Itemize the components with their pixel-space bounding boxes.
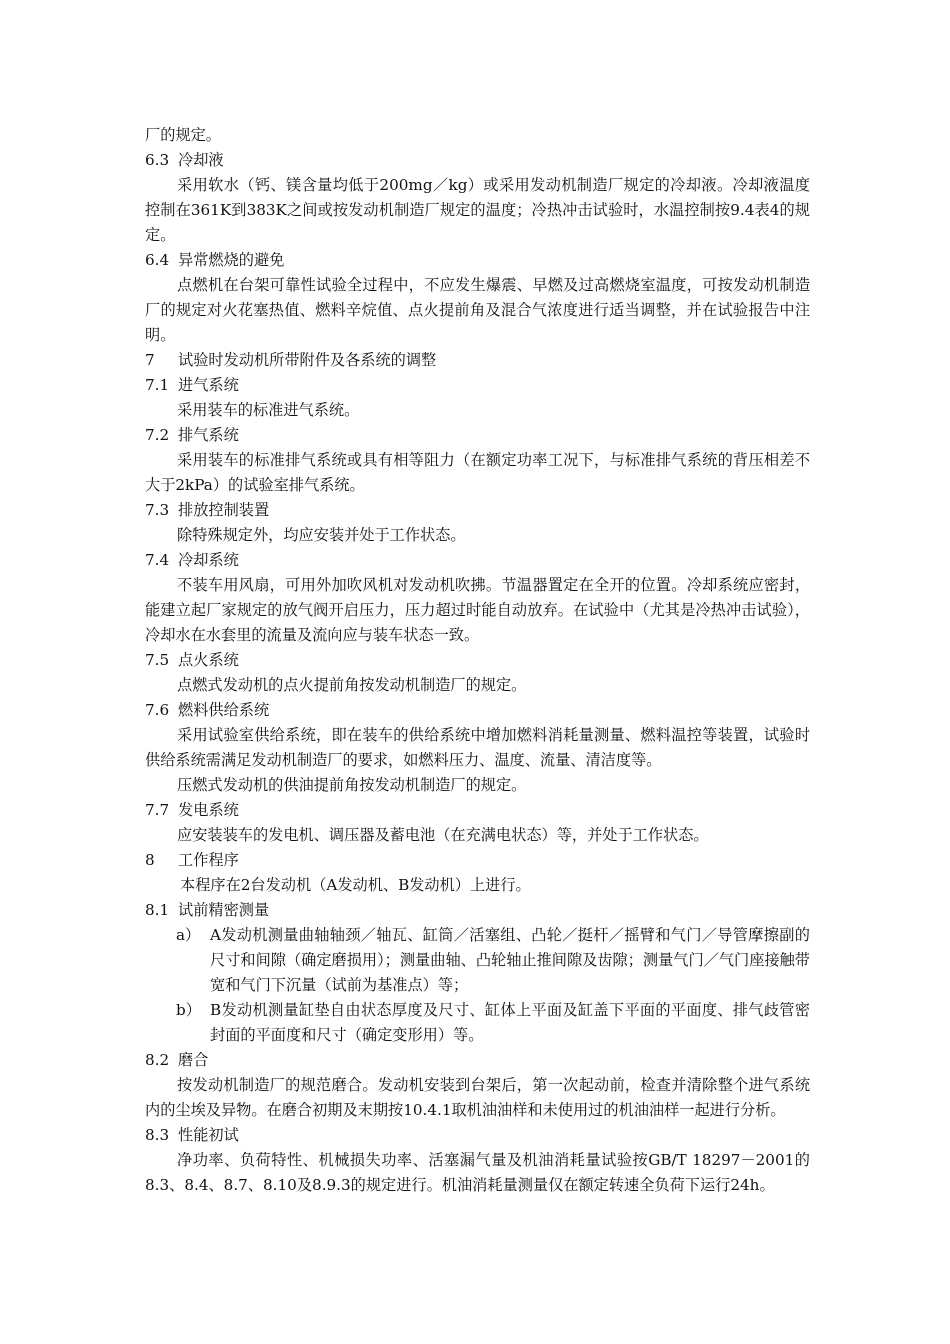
section-number: 7.7 — [145, 801, 170, 819]
section-number: 8.2 — [145, 1051, 170, 1069]
section-heading-6-4 — [145, 248, 810, 273]
section-number: 7.4 — [145, 551, 170, 569]
section-title: 进气系统 — [178, 376, 239, 394]
paragraph: 净功率、负荷特性、机械损失功率、活塞漏气量及机油消耗量试验按GB/T 18297－2001的8.3、8.4、8.7、8.10及8.9.3的规定进行。机油消耗量测量仅在额定转速全负荷下运行24h。 — [145, 1151, 810, 1194]
list-label: a） — [176, 926, 201, 944]
section-title: 排放控制装置 — [178, 501, 270, 519]
section-number: 6.3 — [145, 151, 170, 169]
section-title: 发电系统 — [178, 801, 239, 819]
list-item — [145, 998, 810, 1048]
paragraph: 采用装车的标准进气系统。 — [177, 401, 360, 419]
section-title: 冷却液 — [178, 151, 224, 169]
section-heading-7-5 — [145, 648, 810, 673]
section-number: 7 — [145, 351, 155, 369]
paragraph: 压燃式发动机的供油提前角按发动机制造厂的规定。 — [177, 776, 527, 794]
list-item — [145, 923, 810, 998]
section-number: 7.2 — [145, 426, 170, 444]
section-heading-7-2 — [145, 423, 810, 448]
list-text: B发动机测量缸垫自由状态厚度及尺寸、缸体上平面及缸盖下平面的平面度、排气歧管密封面的平面度和尺寸（确定变形用）等。 — [210, 1001, 810, 1044]
list-text: A发动机测量曲轴轴颈／轴瓦、缸筒／活塞组、凸轮／挺杆／摇臂和气门／导管摩擦副的尺寸和间隙（确定磨损用）；测量曲轴、凸轮轴止推间隙及齿隙；测量气门／气门座接触带宽和气门下沉量（试前为基准点）等； — [210, 926, 810, 994]
paragraph: 采用试验室供给系统，即在装车的供给系统中增加燃料消耗量测量、燃料温控等装置，试验时供给系统需满足发动机制造厂的要求，如燃料压力、温度、流量、清洁度等。 — [145, 726, 810, 769]
section-heading-7-1 — [145, 373, 810, 398]
paragraph: 不装车用风扇，可用外加吹风机对发动机吹拂。节温器置定在全开的位置。冷却系统应密封，能建立起厂家规定的放气阀开启压力，压力超过时能自动放弃。在试验中（尤其是冷热冲击试验），冷却水在水套里的流量及流向应与装车状态一致。 — [145, 576, 810, 644]
section-title: 试验时发动机所带附件及各系统的调整 — [178, 351, 437, 369]
section-heading-7-7 — [145, 798, 810, 823]
document-page — [145, 123, 810, 1198]
section-number: 8 — [145, 851, 155, 869]
section-number: 7.6 — [145, 701, 170, 719]
paragraph: 采用软水（钙、镁含量均低于200mg／kg）或采用发动机制造厂规定的冷却液。冷却液温度控制在361K到383K之间或按发动机制造厂规定的温度；冷热冲击试验时，水温控制按9.4表4的规定。 — [145, 176, 810, 244]
paragraph: 应安装装车的发电机、调压器及蓄电池（在充满电状态）等，并处于工作状态。 — [177, 826, 709, 844]
paragraph: 点燃机在台架可靠性试验全过程中，不应发生爆震、早燃及过高燃烧室温度，可按发动机制造厂的规定对火花塞热值、燃料辛烷值、点火提前角及混合气浓度进行适当调整，并在试验报告中注明。 — [145, 276, 810, 344]
section-heading-8 — [145, 848, 810, 873]
section-heading-8-3 — [145, 1123, 810, 1148]
paragraph: 按发动机制造厂的规范磨合。发动机安装到台架后，第一次起动前，检查并清除整个进气系统内的尘埃及异物。在磨合初期及末期按10.4.1取机油油样和未使用过的机油油样一起进行分析。 — [145, 1076, 810, 1119]
section-heading-8-1 — [145, 898, 810, 923]
section-title: 异常燃烧的避免 — [178, 251, 285, 269]
paragraph: 点燃式发动机的点火提前角按发动机制造厂的规定。 — [177, 676, 527, 694]
section-heading-7 — [145, 348, 810, 373]
paragraph: 本程序在2台发动机（A发动机、B发动机）上进行。 — [180, 876, 531, 894]
section-title: 点火系统 — [178, 651, 239, 669]
section-number: 8.1 — [145, 901, 170, 919]
section-number: 7.1 — [145, 376, 170, 394]
section-title: 试前精密测量 — [178, 901, 270, 919]
section-title: 工作程序 — [178, 851, 239, 869]
text-line: 厂的规定。 — [145, 126, 221, 144]
paragraph: 除特殊规定外，均应安装并处于工作状态。 — [177, 526, 466, 544]
section-title: 燃料供给系统 — [178, 701, 270, 719]
section-heading-7-3 — [145, 498, 810, 523]
section-heading-7-6 — [145, 698, 810, 723]
section-title: 排气系统 — [178, 426, 239, 444]
section-heading-6-3 — [145, 148, 810, 173]
section-heading-8-2 — [145, 1048, 810, 1073]
section-number: 7.5 — [145, 651, 170, 669]
section-title: 性能初试 — [178, 1126, 239, 1144]
section-title: 磨合 — [178, 1051, 209, 1069]
section-title: 冷却系统 — [178, 551, 239, 569]
section-number: 6.4 — [145, 251, 170, 269]
list-label: b） — [176, 1001, 201, 1019]
paragraph: 采用装车的标准排气系统或具有相等阻力（在额定功率工况下，与标准排气系统的背压相差不大于2kPa）的试验室排气系统。 — [145, 451, 810, 494]
section-heading-7-4 — [145, 548, 810, 573]
section-number: 7.3 — [145, 501, 170, 519]
section-number: 8.3 — [145, 1126, 170, 1144]
